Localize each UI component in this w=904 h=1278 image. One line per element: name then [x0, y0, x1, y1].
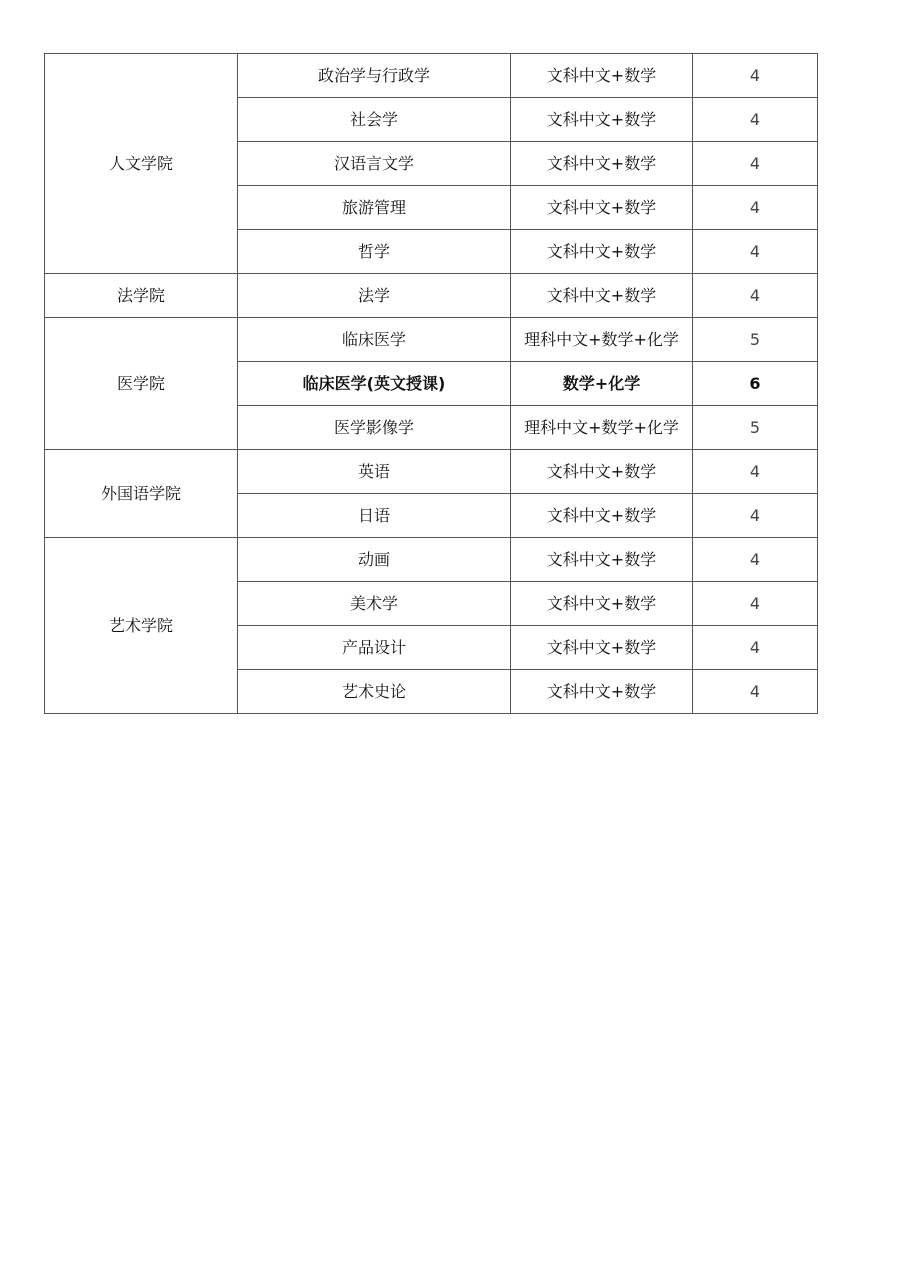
major-cell: 法学 — [238, 274, 511, 318]
table-row — [45, 54, 818, 98]
table-row — [45, 450, 818, 494]
years-cell: 6 — [693, 362, 818, 406]
school-cell: 法学院 — [45, 274, 238, 318]
major-cell: 临床医学 — [238, 318, 511, 362]
subjects-cell: 文科中文+数学 — [511, 274, 693, 318]
years-cell: 4 — [693, 450, 818, 494]
subjects-cell: 数学+化学 — [511, 362, 693, 406]
major-cell: 动画 — [238, 538, 511, 582]
years-cell: 4 — [693, 670, 818, 714]
subjects-cell: 文科中文+数学 — [511, 54, 693, 98]
major-cell: 社会学 — [238, 98, 511, 142]
subjects-cell: 文科中文+数学 — [511, 582, 693, 626]
major-cell: 临床医学(英文授课) — [238, 362, 511, 406]
subjects-cell: 文科中文+数学 — [511, 98, 693, 142]
years-cell: 5 — [693, 406, 818, 450]
school-cell: 外国语学院 — [45, 450, 238, 538]
subjects-cell: 理科中文+数学+化学 — [511, 318, 693, 362]
subjects-cell: 文科中文+数学 — [511, 538, 693, 582]
table-row — [45, 274, 818, 318]
program-table — [44, 53, 818, 714]
subjects-cell: 文科中文+数学 — [511, 494, 693, 538]
major-cell: 美术学 — [238, 582, 511, 626]
years-cell: 4 — [693, 54, 818, 98]
years-cell: 4 — [693, 538, 818, 582]
major-cell: 哲学 — [238, 230, 511, 274]
years-cell: 4 — [693, 274, 818, 318]
subjects-cell: 理科中文+数学+化学 — [511, 406, 693, 450]
subjects-cell: 文科中文+数学 — [511, 186, 693, 230]
school-cell: 艺术学院 — [45, 538, 238, 714]
school-cell: 人文学院 — [45, 54, 238, 274]
subjects-cell: 文科中文+数学 — [511, 142, 693, 186]
years-cell: 4 — [693, 186, 818, 230]
table-row — [45, 538, 818, 582]
major-cell: 医学影像学 — [238, 406, 511, 450]
major-cell: 日语 — [238, 494, 511, 538]
subjects-cell: 文科中文+数学 — [511, 230, 693, 274]
document-page — [44, 53, 818, 714]
major-cell: 艺术史论 — [238, 670, 511, 714]
major-cell: 旅游管理 — [238, 186, 511, 230]
school-cell: 医学院 — [45, 318, 238, 450]
subjects-cell: 文科中文+数学 — [511, 670, 693, 714]
table-row — [45, 318, 818, 362]
years-cell: 4 — [693, 98, 818, 142]
years-cell: 4 — [693, 582, 818, 626]
subjects-cell: 文科中文+数学 — [511, 626, 693, 670]
years-cell: 4 — [693, 626, 818, 670]
major-cell: 产品设计 — [238, 626, 511, 670]
years-cell: 4 — [693, 142, 818, 186]
years-cell: 4 — [693, 230, 818, 274]
subjects-cell: 文科中文+数学 — [511, 450, 693, 494]
major-cell: 英语 — [238, 450, 511, 494]
years-cell: 4 — [693, 494, 818, 538]
major-cell: 汉语言文学 — [238, 142, 511, 186]
years-cell: 5 — [693, 318, 818, 362]
program-table-body — [45, 54, 818, 714]
major-cell: 政治学与行政学 — [238, 54, 511, 98]
